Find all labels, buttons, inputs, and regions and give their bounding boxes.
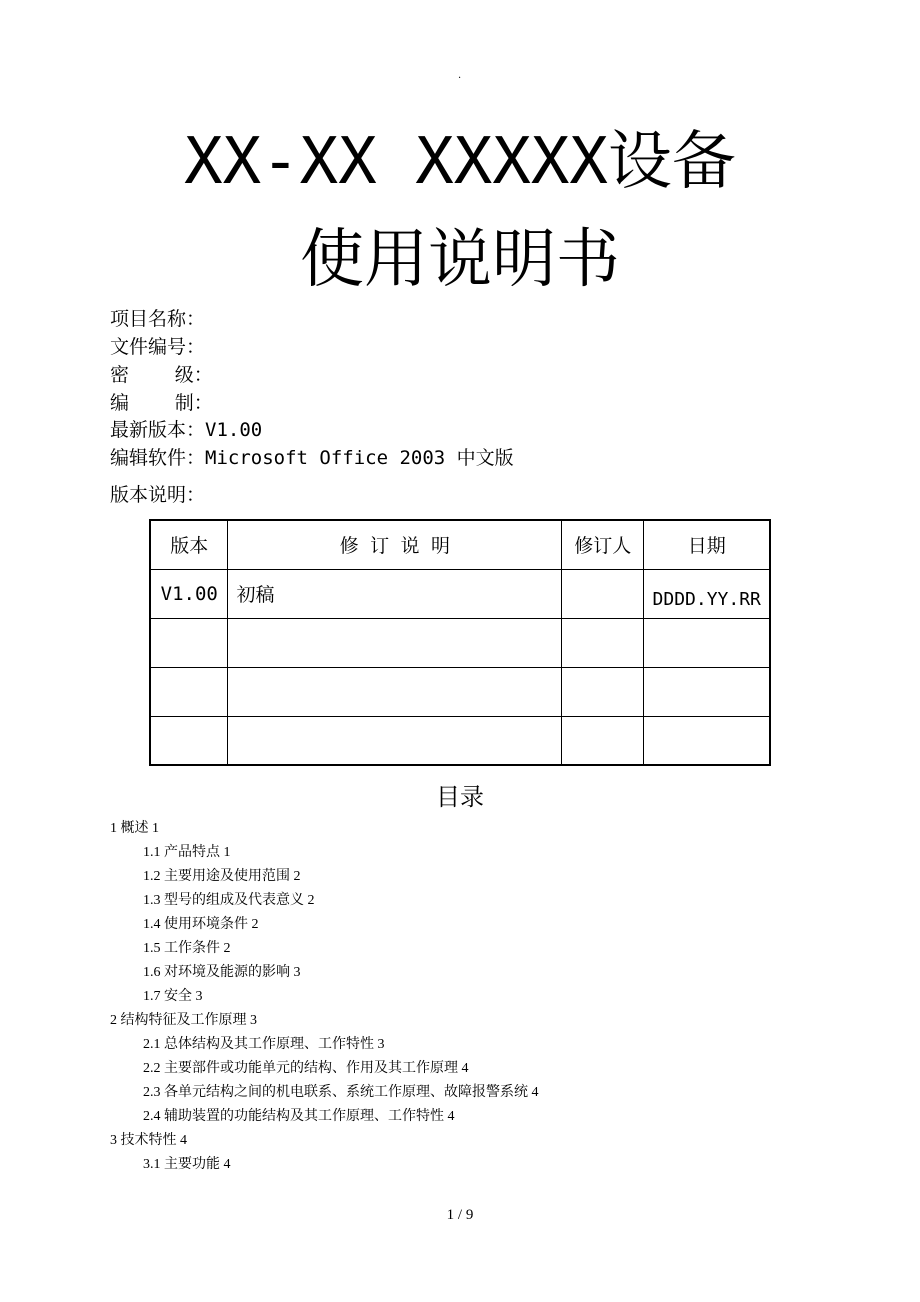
- toc-item[interactable]: 1 概述 1: [110, 821, 159, 836]
- cell-description: [228, 716, 562, 765]
- cell-date: [644, 667, 770, 716]
- header-revision-description: 修 订 说 明: [228, 520, 562, 569]
- title-code: XX-XX XXXXX: [184, 125, 608, 199]
- table-row: [150, 716, 770, 765]
- toc-item[interactable]: 2 结构特征及工作原理 3: [110, 1013, 257, 1028]
- toc-item[interactable]: 1.2 主要用途及使用范围 2: [143, 869, 301, 884]
- toc-item[interactable]: 2.4 辅助装置的功能结构及其工作原理、工作特性 4: [143, 1109, 455, 1124]
- toc-item[interactable]: 3.1 主要功能 4: [143, 1157, 231, 1172]
- toc-item[interactable]: 3 技术特性 4: [110, 1133, 187, 1148]
- cell-description: [228, 667, 562, 716]
- cell-version: [150, 618, 228, 667]
- cell-reviser: [562, 618, 644, 667]
- toc-item[interactable]: 1.6 对环境及能源的影响 3: [143, 965, 301, 980]
- document-title-line1: [0, 122, 920, 202]
- table-row: [150, 667, 770, 716]
- toc-item[interactable]: 1.7 安全 3: [143, 989, 203, 1004]
- cell-date: [644, 716, 770, 765]
- cell-date: [644, 618, 770, 667]
- meta-document-number: 文件编号：: [110, 336, 206, 358]
- cell-version: [150, 716, 228, 765]
- table-row: [150, 569, 770, 618]
- meta-version-note: 版本说明：: [110, 484, 206, 506]
- cell-description: [228, 618, 562, 667]
- table-row: [150, 618, 770, 667]
- header-dot: .: [458, 70, 462, 81]
- meta-latest-version: 最新版本：V1.00: [110, 419, 263, 441]
- toc-title: 目录: [436, 783, 484, 811]
- revision-table: [149, 519, 771, 766]
- toc-item[interactable]: 1.4 使用环境条件 2: [143, 917, 259, 932]
- cell-version: V1.00: [150, 569, 228, 618]
- meta-editing-software: 编辑软件：Microsoft Office 2003 中文版: [110, 447, 514, 469]
- cell-reviser: [562, 667, 644, 716]
- header-version: 版本: [150, 520, 228, 569]
- cell-date: DDDD.YY.RR: [644, 569, 770, 618]
- meta-security-level: 密 级：: [110, 364, 213, 386]
- header-reviser: 修订人: [562, 520, 644, 569]
- toc-item[interactable]: 1.5 工作条件 2: [143, 941, 231, 956]
- title-device: 设备: [607, 125, 736, 199]
- cell-description: 初稿: [228, 569, 562, 618]
- document-title-line2: 使用说明书: [300, 223, 620, 297]
- page-number: 1 / 9: [446, 1207, 474, 1223]
- meta-author: 编 制：: [110, 392, 213, 414]
- cell-reviser: [562, 716, 644, 765]
- toc-item[interactable]: 2.2 主要部件或功能单元的结构、作用及其工作原理 4: [143, 1061, 469, 1076]
- toc-item[interactable]: 1.3 型号的组成及代表意义 2: [143, 893, 315, 908]
- header-date: 日期: [644, 520, 770, 569]
- meta-project-name: 项目名称：: [110, 308, 206, 330]
- table-header-row: [150, 520, 770, 569]
- toc-item[interactable]: 2.3 各单元结构之间的机电联系、系统工作原理、故障报警系统 4: [143, 1085, 539, 1100]
- cell-reviser: [562, 569, 644, 618]
- toc-item[interactable]: 2.1 总体结构及其工作原理、工作特性 3: [143, 1037, 385, 1052]
- toc-item[interactable]: 1.1 产品特点 1: [143, 845, 231, 860]
- cell-version: [150, 667, 228, 716]
